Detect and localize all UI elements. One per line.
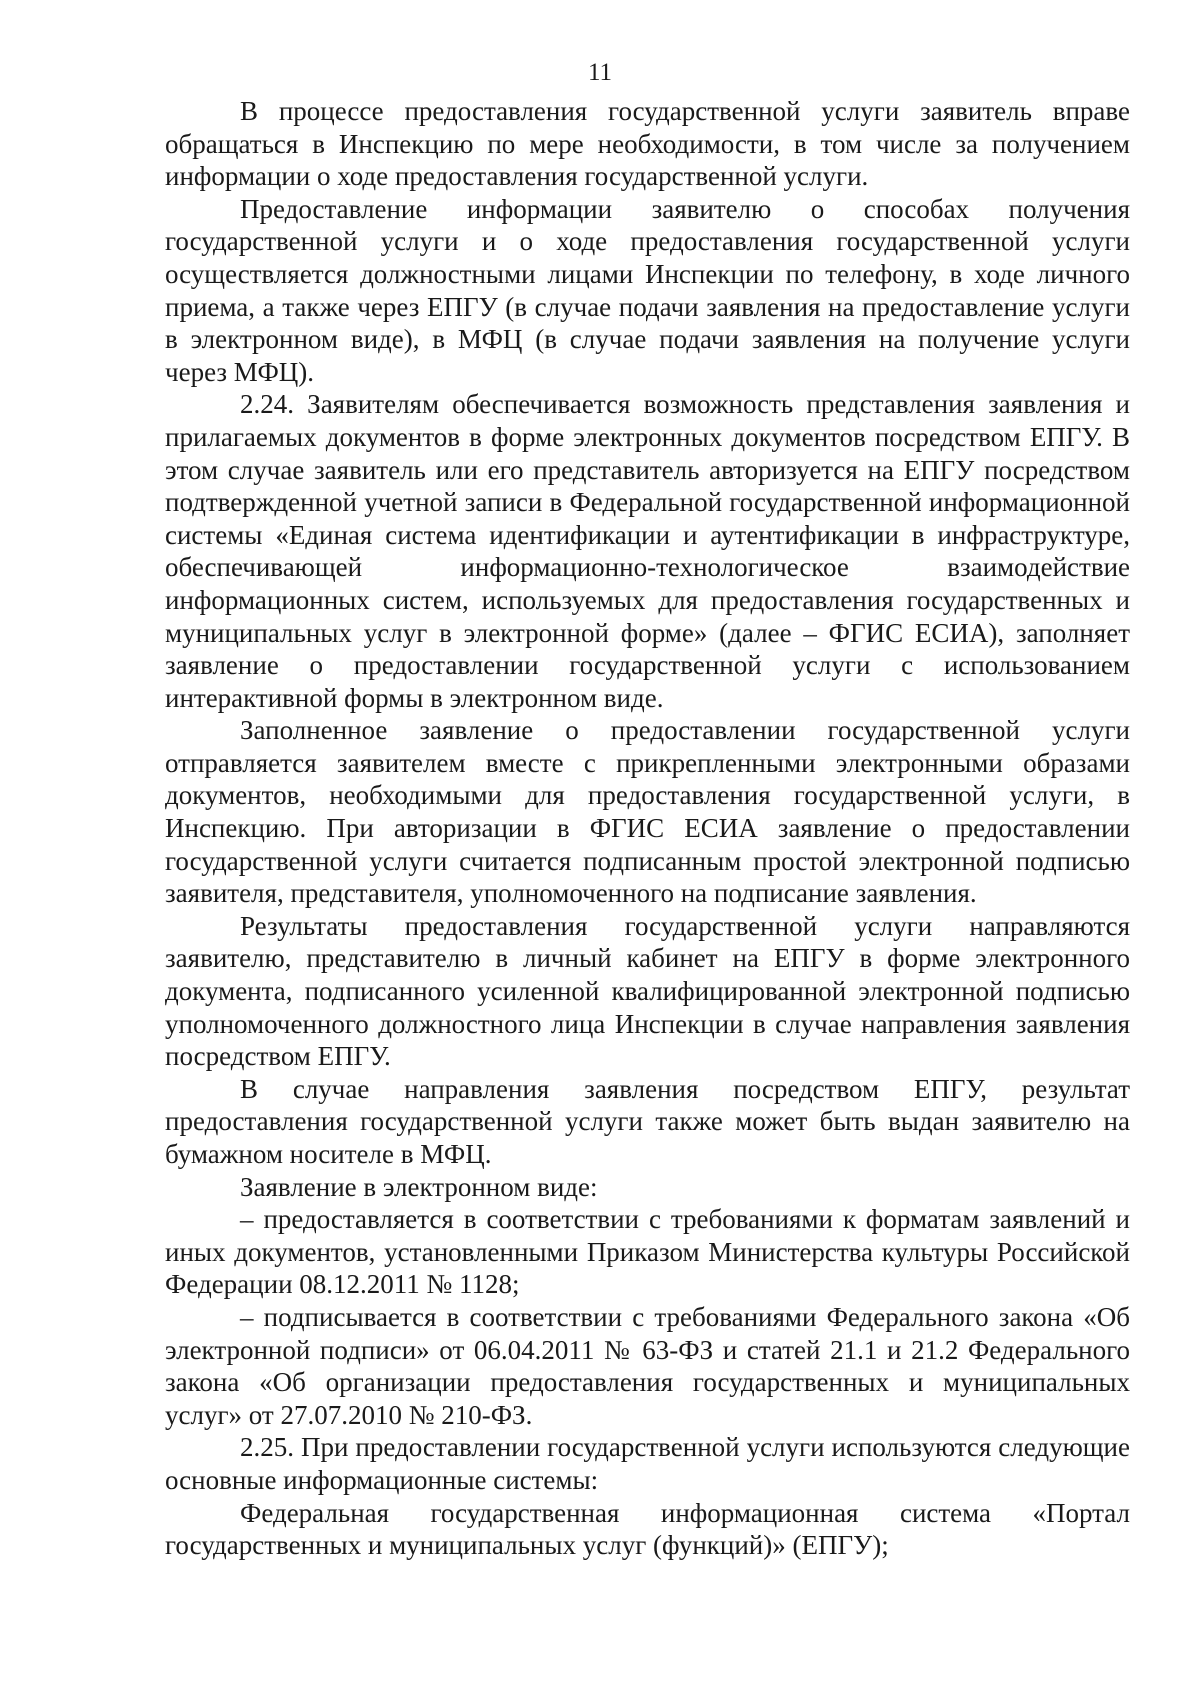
paragraph-epgu-system: Федеральная государственная информационная система «Портал государственных и муниципальных услуг (функций)» (ЕПГУ);	[165, 1497, 1130, 1561]
list-item-format-requirements: – предоставляется в соответствии с требованиями к форматам заявлений и иных документов, установленными Приказом Министерства культуры Российской Федерации 08.12.2011 № 1128;	[165, 1204, 1130, 1300]
page-number: 11	[587, 59, 613, 86]
paragraph-electronic-application-intro: Заявление в электронном виде:	[240, 1171, 598, 1202]
paragraph-service-results: Результаты предоставления государственной услуги направляются заявителю, представителю в личный кабинет на ЕПГУ в форме электронного документа, подписанного усиленной квалифицированной электронной подписью уполномоченного должностного лица Инспекции в случае направления заявления посредством ЕПГУ.	[165, 910, 1130, 1072]
paragraph-process-inquiries: В процессе предоставления государственной услуги заявитель вправе обращаться в Инспекцию по мере необходимости, в том числе за получением информации о ходе предоставления государственной услуги.	[165, 96, 1130, 192]
paragraph-paper-result: В случае направления заявления посредством ЕПГУ, результат предоставления государственной услуги также может быть выдан заявителю на бумажном носителе в МФЦ.	[165, 1073, 1130, 1169]
document-body	[165, 95, 1130, 1562]
paragraph-information-provision: Предоставление информации заявителю о способах получения государственной услуги и о ходе предоставления государственной услуги осуществляется должностными лицами Инспекции по телефону, в ходе личного приема, а также через ЕПГУ (в случае подачи заявления на предоставление услуги в электронном виде), в МФЦ (в случае подачи заявления на получение услуги через МФЦ).	[165, 193, 1130, 387]
paragraph-section-2-24: 2.24. Заявителям обеспечивается возможность представления заявления и прилагаемых документов в форме электронных документов посредством ЕПГУ. В этом случае заявитель или его представитель авторизуется на ЕПГУ посредством подтвержденной учетной записи в Федеральной государственной информационной системы «Единая система идентификации и аутентификации в инфраструктуре, обеспечивающей информационно-технологическое взаимодействие информационных систем, используемых для предоставления государственных и муниципальных услуг в электронной форме» (далее – ФГИС ЕСИА), заполняет заявление о предоставлении государственной услуги с использованием интерактивной формы в электронном виде.	[165, 389, 1130, 713]
paragraph-section-2-25: 2.25. При предоставлении государственной услуги используются следующие основные информационные системы:	[165, 1432, 1130, 1495]
paragraph-completed-application: Заполненное заявление о предоставлении государственной услуги отправляется заявителем вместе с прикрепленными электронными образами документов, необходимыми для предоставления государственной услуги, в Инспекцию. При авторизации в ФГИС ЕСИА заявление о предоставлении государственной услуги считается подписанным простой электронной подписью заявителя, представителя, уполномоченного на подписание заявления.	[165, 715, 1130, 909]
list-item-signature-requirements: – подписывается в соответствии с требованиями Федерального закона «Об электронной подписи» от 06.04.2011 № 63-ФЗ и статей 21.1 и 21.2 Федерального закона «Об организации предоставления государственных и муниципальных услуг» от 27.07.2010 № 210-ФЗ.	[165, 1301, 1130, 1430]
